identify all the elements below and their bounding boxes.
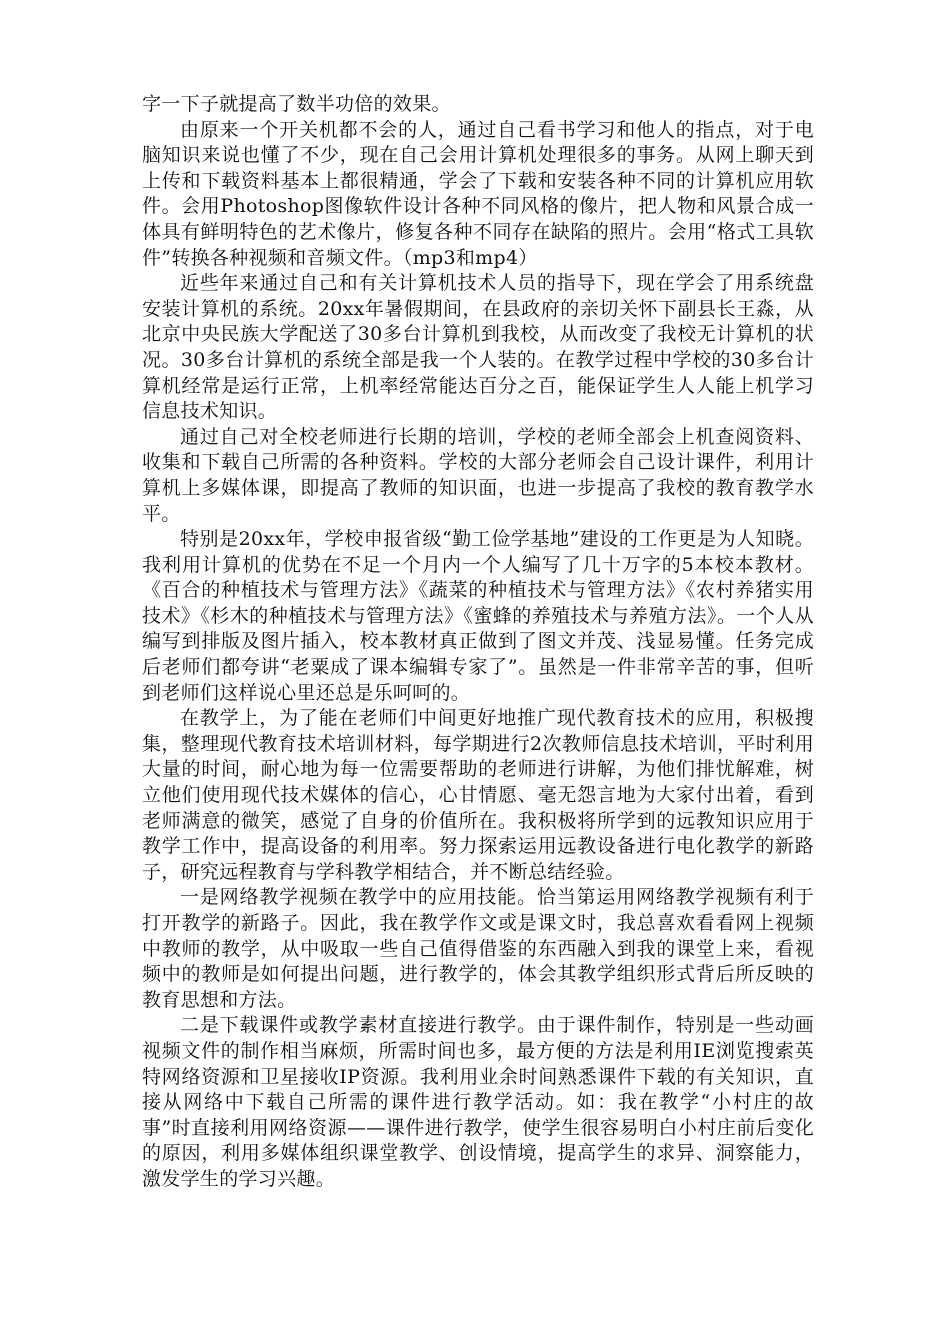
paragraph-continuation: 字一下子就提高了数半功倍的效果。 [142, 93, 451, 115]
paragraph-system-install: 近些年来通过自己和有关计算机技术人员的指导下，现在学会了用系统盘安装计算机的系统。20xx年暑假期间，在县政府的亲切关怀下副县长王淼，从北京中央民族大学配送了30多台计算机到我校，从而改变了我校无计算机的状况。30多台计算机的系统全部是我一个人装的。在教学过程中学校的30多台计算机经常是运行正常，上机率经常能达百分之百，能保证学生人人能上机学习信息技术知识。 [142, 272, 814, 423]
paragraph-textbooks: 特别是20xx年，学校申报省级“勤工俭学基地”建设的工作更是为人知晓。我利用计算机的优势在不足一个月内一个人编写了几十万字的5本校本教材。《百合的种植技术与管理方法》《蔬菜的种植技术与管理方法》《农村养猪实用技术》《杉木的种植技术与管理方法》《蜜蜂的养殖技术与养殖方法》。一个人从编写到排版及图片插入，校本教材真正做到了图文并茂、浅显易懂。任务完成后老师们都夸讲“老粟成了课本编辑专家了”。虽然是一件非常辛苦的事，但听到老师们这样说心里还总是乐呵呵的。 [142, 528, 814, 704]
paragraph-computer-skills: 由原来一个开关机都不会的人，通过自己看书学习和他人的指点，对于电脑知识来说也懂了不少，现在自己会用计算机处理很多的事务。从网上聊天到上传和下载资料基本上都很精通，学会了下载和安装各种不同的计算机应用软件。会用Photoshop图像软件设计各种不同风格的像片，把人物和风景合成一体具有鲜明特色的艺术像片，修复各种不同存在缺陷的照片。会用“格式工具软件”转换各种视频和音频文件。（mp3和mp4） [142, 118, 814, 269]
paragraph-courseware: 二是下载课件或教学素材直接进行教学。由于课件制作，特别是一些动画视频文件的制作相当麻烦，所需时间也多，最方便的方法是利用IE浏览搜索英特网络资源和卫星接收IP资源。我利用业余时间熟悉课件下载的有关知识，直接从网络中下载自己所需的课件进行教学活动。如：我在教学“小村庄的故事”时直接利用网络资源——课件进行教学，使学生很容易明白小村庄前后变化的原因，利用多媒体组织课堂教学、创设情境，提高学生的求异、洞察能力，激发学生的学习兴趣。 [142, 1014, 814, 1190]
paragraph-promotion: 在教学上，为了能在老师们中间更好地推广现代教育技术的应用，积极搜集，整理现代教育技术培训材料，每学期进行2次教师信息技术培训，平时利用大量的时间，耐心地为每一位需要帮助的老师进行讲解，为他们排忧解难，树立他们使用现代技术媒体的信心，心甘情愿、毫无怨言地为大家付出着，看到老师满意的微笑，感觉了自身的价值所在。我积极将所学到的远教知识应用于教学工作中，提高设备的利用率。努力探索运用远教设备进行电化教学的新路子，研究远程教育与学科教学相结合，并不断总结经验。 [142, 707, 814, 883]
paragraph-teacher-training: 通过自己对全校老师进行长期的培训，学校的老师全部会上机查阅资料、收集和下载自己所需的各种资料。学校的大部分老师会自己设计课件，利用计算机上多媒体课，即提高了教师的知识面，也进一步提高了我校的教育教学水平。 [142, 425, 814, 525]
document-page [142, 92, 814, 1193]
paragraph-video-teaching: 一是网络教学视频在教学中的应用技能。恰当第运用网络教学视频有利于打开教学的新路子。因此，我在教学作文或是课文时，我总喜欢看看网上视频中教师的教学，从中吸取一些自己值得借鉴的东西融入到我的课堂上来，看视频中的教师是如何提出问题，进行教学的，体会其教学组织形式背后所反映的教育思想和方法。 [142, 886, 814, 1011]
